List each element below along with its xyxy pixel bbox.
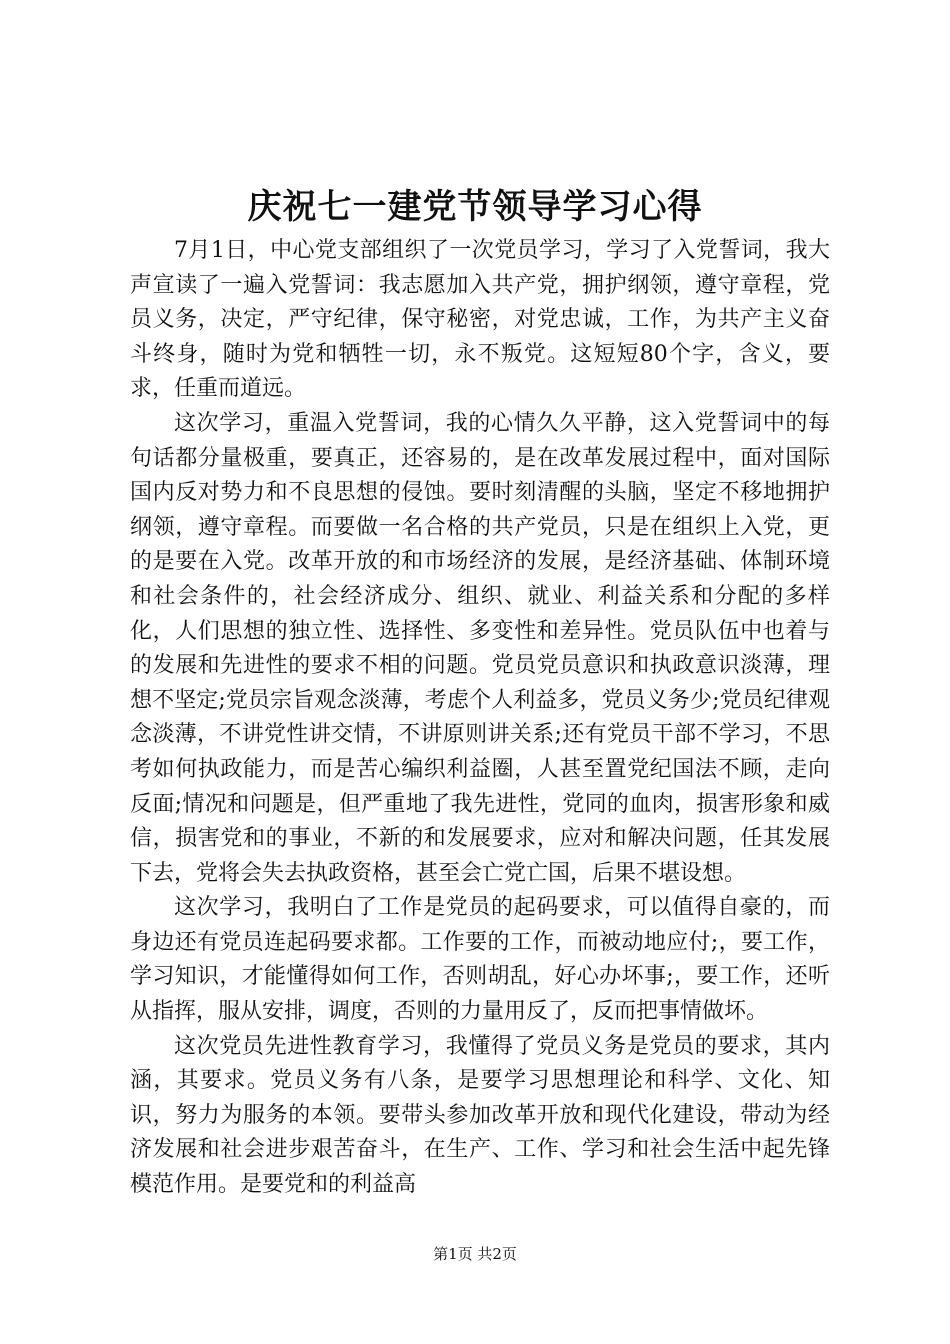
document-body (130, 234, 830, 1203)
paragraph-3: 这次学习，我明白了工作是党员的起码要求，可以值得自豪的，而身边还有党员连起码要求都。工作要的工作，而被动地应付;，要工作，学习知识，才能懂得如何工作，否则胡乱，好心办坏事;，要工作，还听从指挥，服从安排，调度，否则的力量用反了，反而把事情做坏。 (130, 895, 830, 1025)
paragraph-1: 7月1日，中心党支部组织了一次党员学习，学习了入党誓词，我大声宣读了一遍入党誓词：我志愿加入共产党，拥护纲领，遵守章程，党员义务，决定，严守纪律，保守秘密，对党忠诚，工作，为共产主义奋斗终身，随时为党和牺牲一切，永不叛党。这短短80个字，含义，要求，任重而道远。 (130, 238, 830, 402)
paragraph-4: 这次党员先进性教育学习，我懂得了党员义务是党员的要求，其内涵，其要求。党员义务有八条，是要学习思想理论和科学、文化、知识，努力为服务的本领。要带头参加改革开放和现代化建设，带动为经济发展和社会进步艰苦奋斗，在生产、工作、学习和社会生活中起先锋模范作用。是要党和的利益高 (130, 1033, 830, 1198)
paragraph-2: 这次学习，重温入党誓词，我的心情久久平静，这入党誓词中的每句话都分量极重，要真正，还容易的，是在改革发展过程中，面对国际国内反对势力和不良思想的侵蚀。要时刻清醒的头脑，坚定不移地拥护纲领，遵守章程。而要做一名合格的共产党员，只是在组织上入党，更的是要在入党。改革开放的和市场经济的发展，是经济基础、体制环境和社会条件的，社会经济成分、组织、就业、利益关系和分配的多样化，人们思想的独立性、选择性、多变性和差异性。党员队伍中也着与的发展和先进性的要求不相的问题。党员党员意识和执政意识淡薄，理想不坚定;党员宗旨观念淡薄，考虑个人利益多，党员义务少;党员纪律观念淡薄，不讲党性讲交情，不讲原则讲关系;还有党员干部不学习，不思考如何执政能力，而是苦心编织利益圈，人甚至置党纪国法不顾，走向反面;情况和问题是，但严重地了我先进性，党同的血肉，损害形象和威信，损害党和的事业，不新的和发展要求，应对和解决问题，任其发展下去，党将会失去执政资格，甚至会亡党亡国，后果不堪设想。 (130, 410, 830, 886)
document-title: 庆祝七一建党节领导学习心得 (247, 187, 703, 227)
page-footer: 第1页 共2页 (433, 1245, 517, 1263)
